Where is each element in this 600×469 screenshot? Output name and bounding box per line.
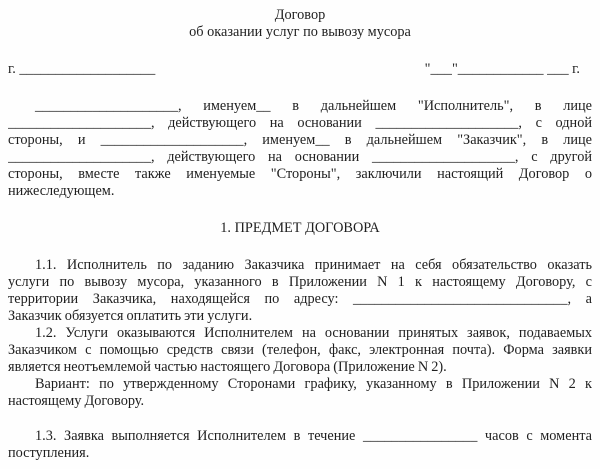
text-line: ____________________, действующего на основании ____________________, с одной [8, 115, 592, 131]
clause-1-3 [8, 428, 592, 462]
text-line: услуги по вывозу мусора, указанного в Приложении N 1 к настоящему Договору, с [8, 274, 592, 290]
clause-1-1 [8, 257, 592, 325]
document-subtitle: об оказании услуг по вывозу мусора [189, 24, 411, 40]
date-blank: "___"____________ ___ г. [424, 61, 580, 77]
clause-1-2-variant [8, 376, 592, 410]
section-1-heading: 1. ПРЕДМЕТ ДОГОВОРА [220, 220, 380, 236]
text-line: ____________________, именуем__ в дальнейшем "Исполнитель", в лице [35, 98, 592, 114]
text-line: ____________________, действующего на основании ____________________, с другой [8, 149, 592, 165]
text-line: 1.1. Исполнитель по заданию Заказчика принимает на себя обязательство оказать [35, 257, 592, 273]
text-line: настоящему Договору. [8, 393, 145, 409]
text-line: поступления. [8, 445, 90, 461]
text-line: стороны, вместе также именуемые "Стороны", заключили настоящий Договор о [8, 166, 592, 182]
city-blank: г. ___________________ [8, 61, 156, 77]
text-line: территории Заказчика, находящейся по адресу: ______________________________, а [8, 291, 592, 307]
preamble-paragraph [8, 98, 592, 200]
clause-1-2 [8, 325, 592, 376]
text-line: нижеследующем. [8, 183, 115, 199]
text-line: Заказчиком с помощью средств связи (телефон, факс, электронная почта). Форма заявки [8, 342, 592, 358]
text-line: Заказчик обязуется оплатить эти услуги. [8, 308, 253, 324]
text-line: Вариант: по утвержденному Сторонами графику, указанному в Приложении N 2 к [35, 376, 592, 392]
text-line: 1.3. Заявка выполняется Исполнителем в течение ________________ часов с момента [35, 428, 592, 444]
place-date-line [8, 61, 592, 78]
document-title: Договор [274, 7, 326, 23]
text-line: стороны, и ____________________, именуем__ в дальнейшем "Заказчик", в лице [8, 132, 592, 148]
text-line: 1.2. Услуги оказываются Исполнителем на основании принятых заявок, подаваемых [35, 325, 592, 341]
document-title-block [8, 7, 592, 41]
text-line: является неотъемлемой частью настоящего Договора (Приложение N 2). [8, 359, 447, 375]
